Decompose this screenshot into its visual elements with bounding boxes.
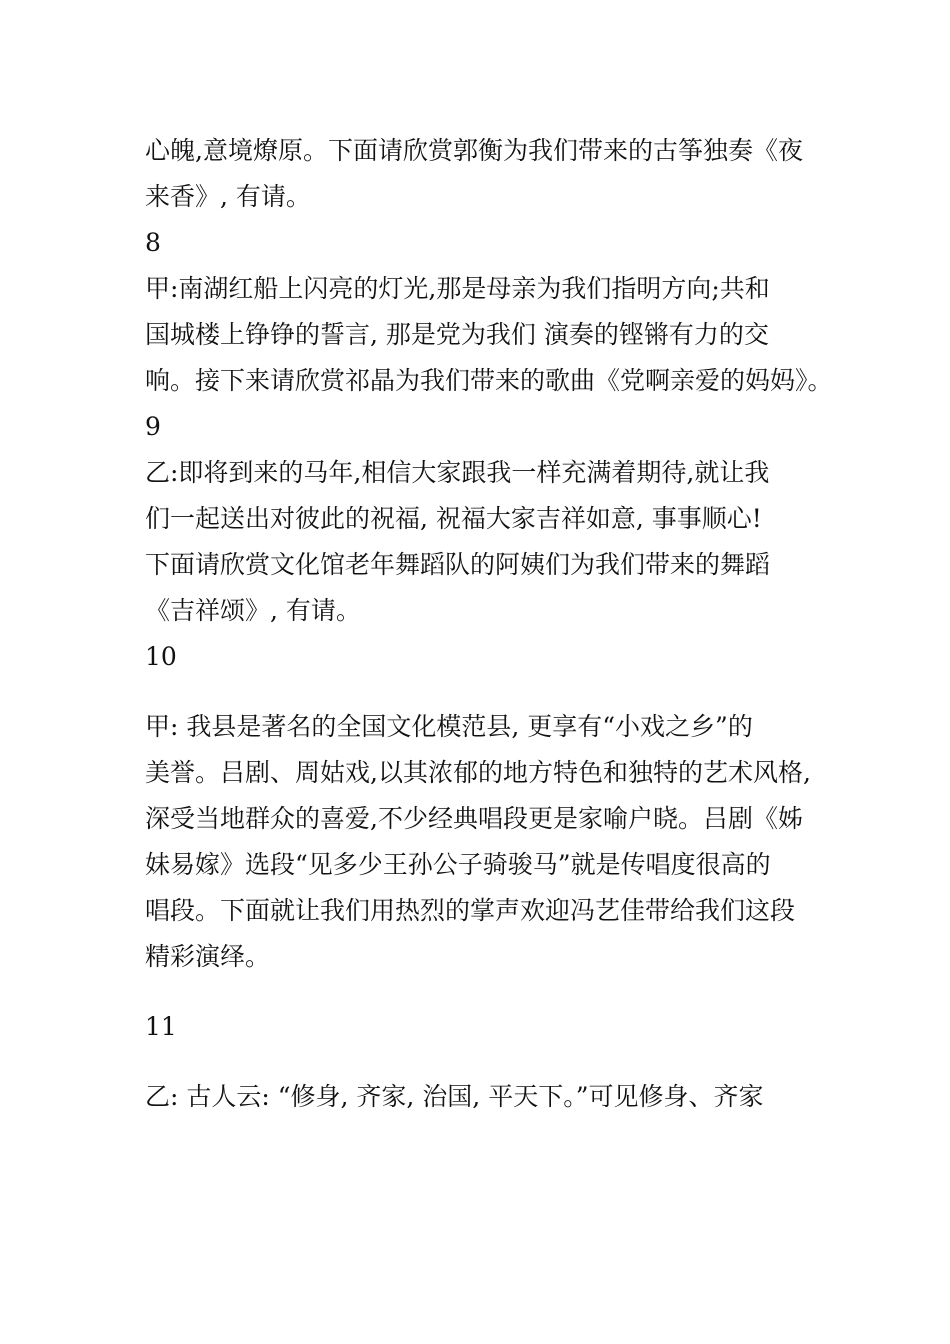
text-line: 甲:南湖红船上闪亮的灯光,那是母亲为我们指明方向;共和 [145, 274, 770, 303]
text-line: 来香》, 有请。 [145, 182, 311, 211]
paragraph-8 [145, 266, 833, 404]
spacer [145, 1050, 825, 1074]
text-line: 妹易嫁》选段“见多少王孙公子骑骏马”就是传唱度很高的 [145, 850, 771, 879]
paragraph-11 [145, 1074, 825, 1120]
text-line: 乙: 古人云: “修身, 齐家, 治国, 平天下。”可见修身、齐家 [145, 1082, 764, 1111]
paragraph-9 [145, 450, 825, 634]
paragraph-10 [145, 704, 825, 980]
spacer [145, 980, 825, 1004]
text-line: 响。接下来请欣赏祁晶为我们带来的歌曲《党啊亲爱的妈妈》。 [145, 366, 833, 395]
section-number: 10 [145, 642, 177, 671]
section-number: 11 [145, 1012, 177, 1041]
text-line: 下面请欣赏文化馆老年舞蹈队的阿姨们为我们带来的舞蹈 [145, 550, 771, 579]
text-line: 甲: 我县是著名的全国文化模范县, 更享有“小戏之乡”的 [145, 712, 753, 741]
text-line: 们一起送出对彼此的祝福, 祝福大家吉祥如意, 事事顺心! [145, 504, 762, 533]
text-line: 国城楼上铮铮的誓言, 那是党为我们 演奏的铿锵有力的交 [145, 320, 769, 349]
text-line: 美誉。吕剧、周姑戏,以其浓郁的地方特色和独特的艺术风格, [145, 758, 811, 787]
text-line: 《吉祥颂》, 有请。 [145, 596, 361, 625]
section-number: 9 [145, 412, 161, 441]
document-body [145, 128, 833, 1120]
paragraph-intro [145, 128, 825, 220]
spacer [145, 680, 825, 704]
text-line: 唱段。下面就让我们用热烈的掌声欢迎冯艺佳带给我们这段 [145, 896, 796, 925]
section-number: 8 [145, 228, 161, 257]
text-line: 深受当地群众的喜爱,不少经典唱段更是家喻户晓。吕剧《姊 [145, 804, 803, 833]
text-line: 乙:即将到来的马年,相信大家跟我一样充满着期待,就让我 [145, 458, 770, 487]
text-line: 精彩演绎。 [145, 942, 271, 971]
text-line: 心魄,意境燎原。下面请欣赏郭衡为我们带来的古筝独奏《夜 [145, 136, 803, 165]
